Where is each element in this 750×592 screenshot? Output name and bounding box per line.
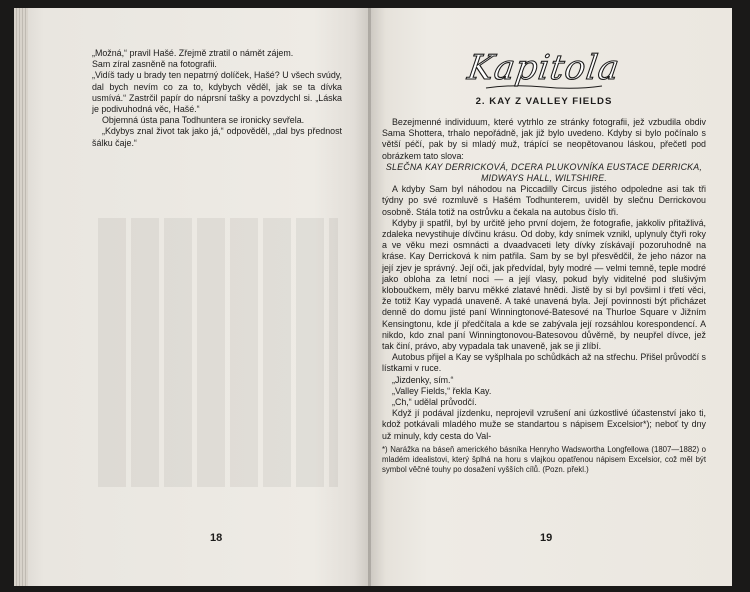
page-edges (14, 8, 28, 586)
paragraph: Když jí podával jízdenku, neprojevil vzrušení ani úzkostlivé účastenství jako ti, kdož potkávali mladého muže se standartou s nápisem Excelsior*); neboť ty dny už minuly, kdy cesta do Val- (382, 408, 706, 441)
chapter-title: 2. KAY Z VALLEY FIELDS (475, 96, 613, 107)
paragraph: „Kdybys znal život tak jako já,“ odpověděl, „dal bys přednost šálku čaje.“ (92, 126, 342, 148)
dialogue-line: „Jizdenky, sím.“ (392, 374, 454, 385)
paragraph: Kdyby ji spatřil, byl by určitě jeho první dojem, že fotografie, jakkoliv přitažlivá, zdaleka nevystihuje dívčinu krásu. Od doby, kdy snímek vznikl, uplynuly čtyři roky a ve věku mezi osmnácti a dvaadvaceti lety dívky získávají pozoruhodně na kráse. Kay Derricková k nim patřila. Sam by se byl přesvědčil, že jeho názor na její zjev je správný. Její oči, jak předvídal, byly modré — velmi temně, teple modré jako obloha za letní noci — a její vlasy, pokud byly viditelné pod slušivým kloboučkem, měly barvu měkké zlatavé hnědi. Jistě by si byl povšiml i třetí věci, že totiž Kay vypadá unaveně. A také unavená byla. Její povinnosti být přicházet denně do domu jisté paní Winningtonové-Batesové na Thurloe Square v Jižním Kensingtonu, kde jí předčítala a kde se zabývala její rozsáhlou korespondencí. A nikdo, kdo znal paní Winningtonovou-Batesovou důvěrně, by neupřel dívce, jež tak činí, právo, aby vypadala tak unaveně, jak se ji zlíbí. (382, 217, 706, 352)
book-spread (14, 8, 732, 586)
paragraph: Sam zíral zasněně na fotografii. (92, 59, 217, 70)
right-page (368, 8, 732, 586)
dialogue-line: „Valley Fields,“ řekla Kay. (392, 385, 492, 396)
book-gutter (368, 8, 371, 586)
paragraph: A kdyby Sam byl náhodou na Piccadilly Circus jistého odpoledne asi tak tři týdny po své rozmluvě s Hašém Todhunterem, uviděl by slečnu Derrickovou osobně. Stála totiž na ostrůvku a čekala na autobus číslo tři. (382, 184, 706, 217)
paragraph: „Možná,“ pravil Hašé. Zřejmě ztratil o námět zájem. (92, 48, 294, 58)
dialogue-line: „Ch,“ udělal průvodčí. (392, 397, 477, 408)
paragraph: „Vidíš tady u brady ten nepatrný dolíček, Hašé? U všech svúdy, dal bych nevím co za to, kdybych věděl, jak se ta dívka usmívá.“ Zastrčil papír do náprsní tašky a povzdychl si. „Láska je podivuhodná věc, Hašé.“ (92, 70, 342, 115)
paragraph: Bezejmenné individuum, které vytrhlo ze stránky fotografii, jež vzbudila obdiv Sama Shottera, trhalo nepořádně, jak již bylo uvedeno. Kdyby si bylo počínalo s větší péčí, pak by si mladý muž, trápící se neopětovanou láskou, přečetl pod obrázkem tato slova: (382, 117, 706, 161)
chapter-heading (382, 48, 706, 90)
paragraph: Objemná ústa pana Todhuntera se ironicky sevřela. (102, 115, 305, 126)
photo-caption: SLEČNA KAY DERRICKOVÁ, DCERA PLUKOVNÍKA EUSTACE DERRICKA, MIDWAYS HALL, WILTSHIRE. (385, 161, 703, 184)
page-number-left: 18 (210, 532, 223, 544)
paragraph: Autobus přijel a Kay se vyšplhala po schůdkách až na střechu. Přišel průvodčí s lístkami v ruce. (382, 352, 706, 374)
left-page (14, 8, 368, 586)
chapter-script-title: Kapitola (465, 48, 623, 88)
show-through-text (98, 218, 338, 487)
footnote: *) Narážka na báseň amerického básníka Henryho Wadswortha Longfellowa (1807—1882) o mladém idealistovi, který šplhá na horu s vlajkou opatřenou nápisem Excelsior, což měl být symbol věčné touhy po dosažení vyšších cílů. (Pozn. překl.) (382, 444, 706, 474)
page-number-right: 19 (540, 532, 553, 544)
